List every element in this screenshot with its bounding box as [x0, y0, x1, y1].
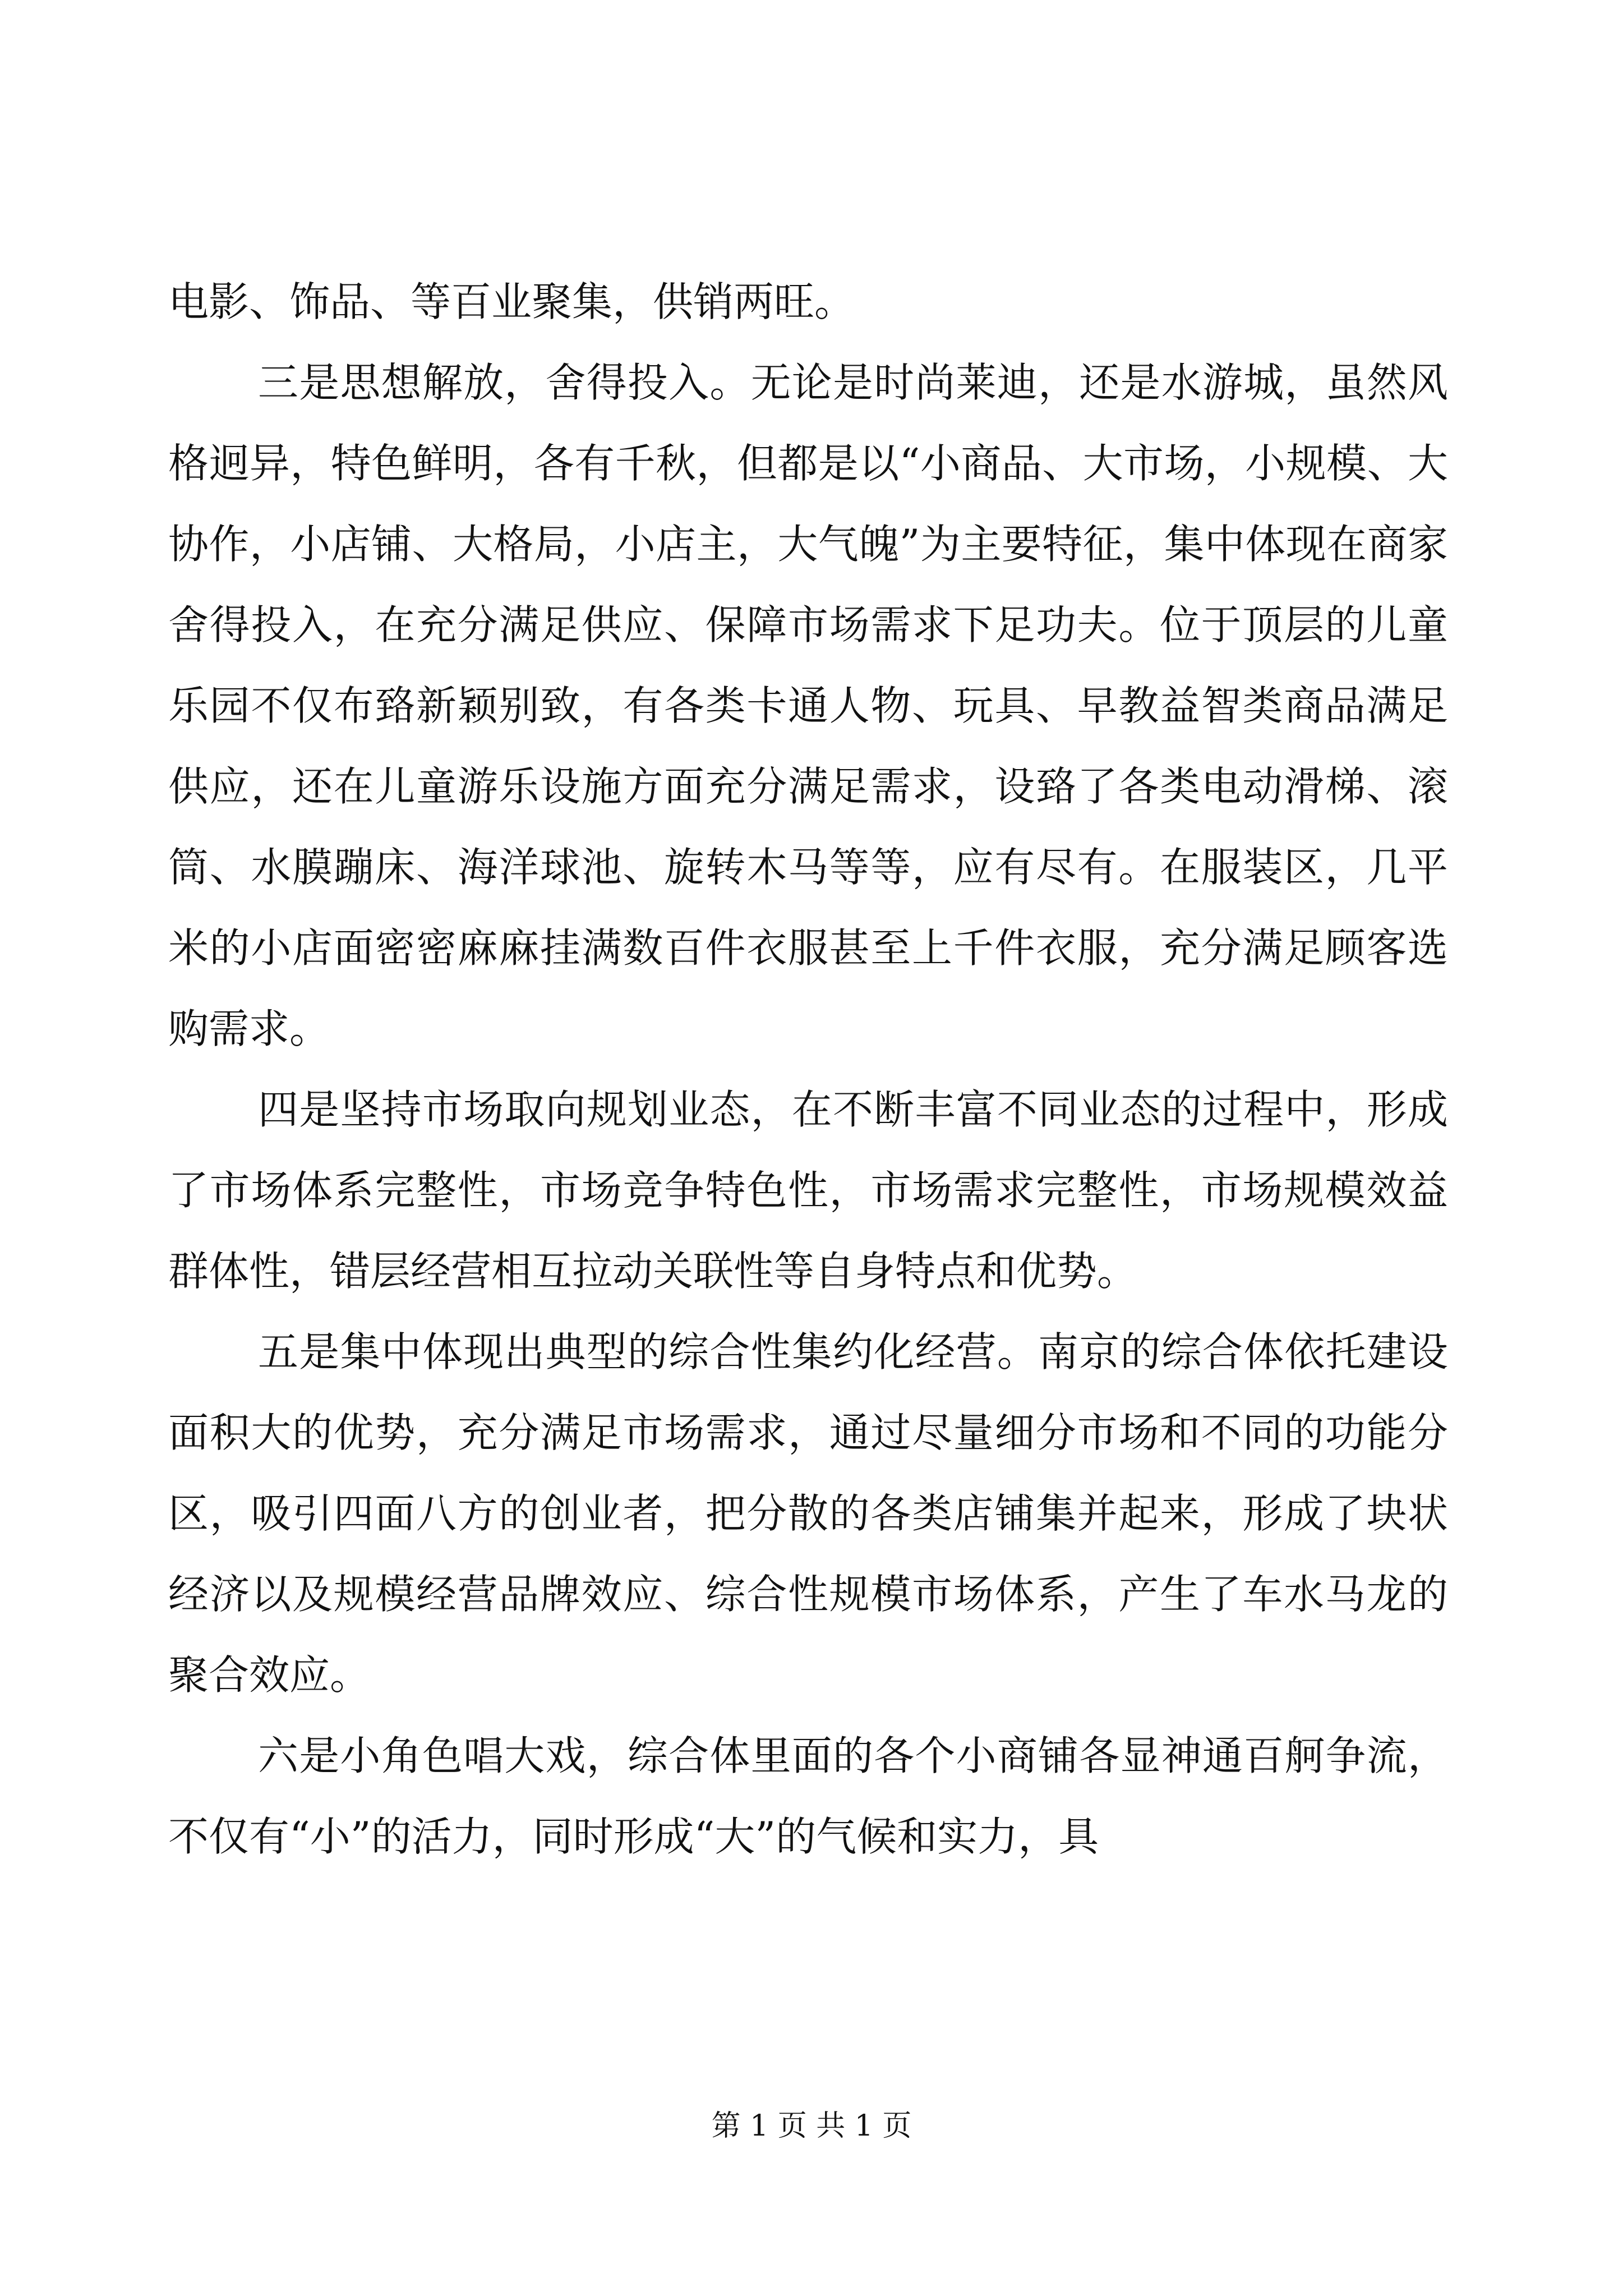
document-body — [168, 261, 1448, 1877]
paragraph-point-five: 五是集中体现出典型的综合性集约化经营。南京的综合体依托建设面积大的优势，充分满足市场需求，通过尽量细分市场和不同的功能分区，吸引四面八方的创业者，把分散的各类店铺集并起来，形成了块状经济以及规模经营品牌效应、综合性规模市场体系，产生了车水马龙的聚合效应。 — [168, 1328, 1448, 1699]
paragraph-continuation: 电影、饰品、等百业聚集，供销两旺。 — [168, 278, 855, 325]
page-number-footer: 第 1 页 共 1 页 — [711, 2109, 912, 2143]
paragraph-point-four: 四是坚持市场取向规划业态，在不断丰富不同业态的过程中，形成了市场体系完整性，市场竞争特色性，市场需求完整性，市场规模效益群体性，错层经营相互拉动关联性等自身特点和优势。 — [168, 1086, 1448, 1295]
paragraph-point-three: 三是思想解放，舍得投入。无论是时尚莱迪，还是水游城，虽然风格迥异，特色鲜明，各有千秋，但都是以“小商品、大市场，小规模、大协作，小店铺、大格局，小店主，大气魄”为主要特征，集中体现在商家舍得投入，在充分满足供应、保障市场需求下足功夫。位于顶层的儿童乐园不仅布臵新颖别致，有各类卡通人物、玩具、早教益智类商品满足供应，还在儿童游乐设施方面充分满足需求，设臵了各类电动滑梯、滚筒、水膜蹦床、海洋球池、旋转木马等等，应有尽有。在服装区，几平米的小店面密密麻麻挂满数百件衣服甚至上千件衣服，充分满足顾客选购需求。 — [168, 359, 1448, 1052]
paragraph-point-six: 六是小角色唱大戏，综合体里面的各个小商铺各显神通百舸争流，不仅有“小”的活力，同时形成“大”的气候和实力，具 — [168, 1732, 1448, 1860]
